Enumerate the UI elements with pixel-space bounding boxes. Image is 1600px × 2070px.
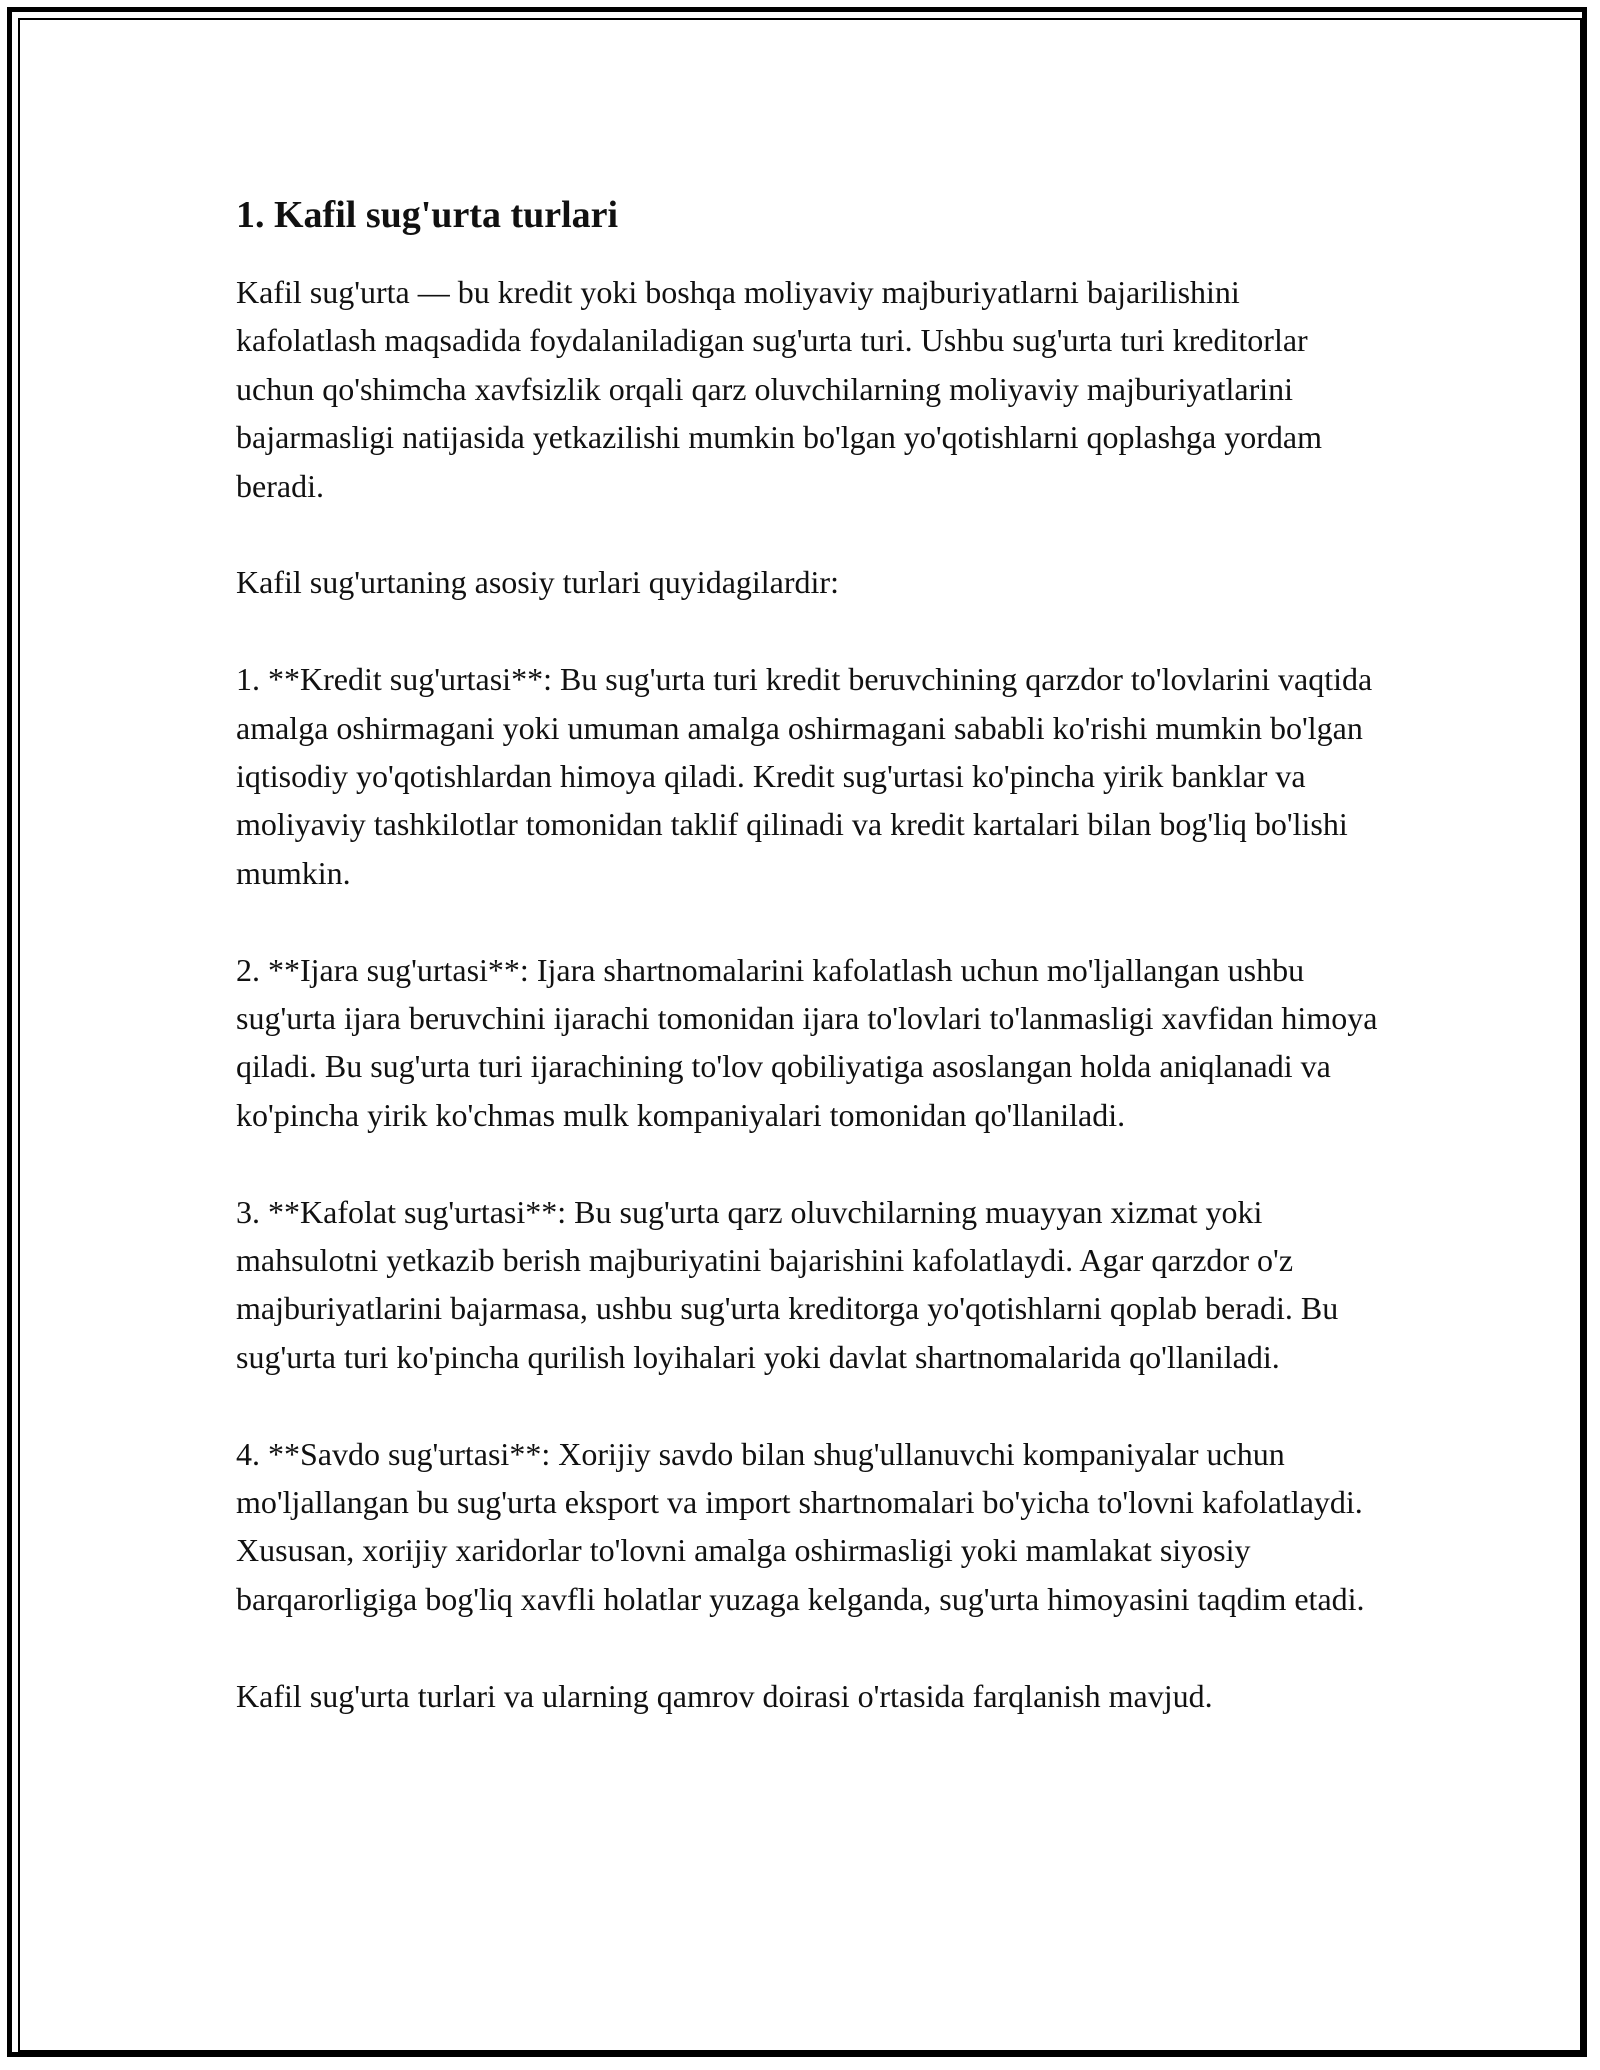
paragraph-trade-insurance: 4. **Savdo sug'urtasi**: Xorijiy savdo bilan shug'ullanuvchi kompaniyalar uchun mo'ljallangan bu sug'urta eksport va import shartnomalari bo'yicha to'lovni kafolatlaydi. Xususan, xorijiy xaridorlar to'lovni amalga oshirmasligi yoki mamlakat siyosiy barqarorligiga bog'liq xavfli holatlar yuzaga kelganda, sug'urta himoyasini taqdim etadi. xyxy=(236,1435,1365,1617)
paragraph-types-heading: Kafil sug'urtaning asosiy turlari quyidagilardir: xyxy=(236,564,839,601)
paragraph-intro: Kafil sug'urta — bu kredit yoki boshqa moliyaviy majburiyatlarni bajarilishini kafolatlash maqsadida foydalaniladigan sug'urta turi. Ushbu sug'urta turi kreditorlar uchun qo'shimcha xavfsizlik orqali qarz oluvchilarning moliyaviy majburiyatlarini bajarmasligi natijasida yetkazilishi mumkin bo'lgan yo'qotishlarni qoplashga yordam beradi. xyxy=(236,274,1322,504)
paragraph-guarantee-insurance: 3. **Kafolat sug'urtasi**: Bu sug'urta qarz oluvchilarning muayyan xizmat yoki mahsulotni yetkazib berish majburiyatini bajarishini kafolatlaydi. Agar qarzdor o'z majburiyatlarini bajarmasa, ushbu sug'urta kreditorga yo'qotishlarni qoplab beradi. Bu sug'urta turi ko'pincha qurilish loyihalari yoki davlat shartnomalarida qo'llaniladi. xyxy=(236,1193,1339,1375)
paragraph-credit-insurance: 1. **Kredit sug'urtasi**: Bu sug'urta turi kredit beruvchining qarzdor to'lovlarini vaqtida amalga oshirmagani yoki umuman amalga oshirmagani sababli ko'rishi mumkin bo'lgan iqtisodiy yo'qotishlardan himoya qiladi. Kredit sug'urtasi ko'pincha yirik banklar va moliyaviy tashkilotlar tomonidan taklif qilinadi va kredit kartalari bilan bog'liq bo'lishi mumkin. xyxy=(236,661,1373,891)
paragraph-lease-insurance: 2. **Ijara sug'urtasi**: Ijara shartnomalarini kafolatlash uchun mo'ljallangan ushbu sug'urta ijara beruvchini ijarachi tomonidan ijara to'lovlari to'lanmasligi xavfidan himoya qiladi. Bu sug'urta turi ijarachining to'lov qobiliyatiga asoslangan holda aniqlanadi va ko'pincha yirik ko'chmas mulk kompaniyalari tomonidan qo'llaniladi. xyxy=(236,951,1378,1133)
document-body xyxy=(236,186,1386,1720)
paragraph-conclusion: Kafil sug'urta turlari va ularning qamrov doirasi o'rtasida farqlanish mavjud. xyxy=(236,1677,1213,1714)
document-title: 1. Kafil sug'urta turlari xyxy=(236,194,619,236)
